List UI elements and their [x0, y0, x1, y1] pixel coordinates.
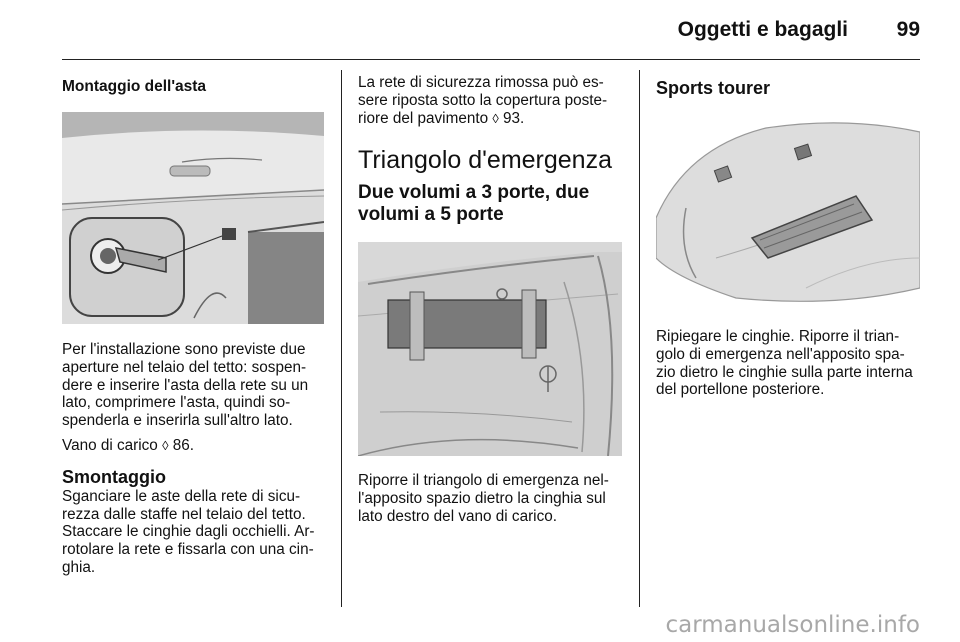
title-triangolo: Triangolo d'emergenza	[358, 146, 612, 175]
column-divider-right	[639, 70, 640, 607]
page-header	[62, 16, 920, 60]
watermark: carmanualsonline.info	[665, 612, 920, 638]
page-ref-number: 86.	[172, 436, 195, 454]
illustration-roof-bar	[62, 112, 324, 324]
illustration-tailgate	[656, 108, 920, 314]
page-title: Oggetti e bagagli	[677, 18, 848, 41]
paragraph-storage	[358, 74, 626, 127]
heading-sports-tourer: Sports tourer	[656, 78, 771, 98]
page-ref-icon: ◊	[162, 437, 169, 453]
paragraph-triangle: Riporre il triangolo di emergenza nel-l'apposito spazio dietro la cinghia sul lato destro del vano di carico.	[358, 472, 609, 525]
storage-text: La rete di sicurezza rimossa può es-sere riposta sotto la copertura poste-riore del pavimento	[358, 74, 608, 127]
page-ref-icon: ◊	[492, 110, 499, 126]
paragraph-installation: Per l'installazione sono previste due aperture nel telaio del tetto: sospen-dere e inserire l'asta della rete su un lato, comprimere l'asta, quindi so-spenderla e inserirla sull'altro lato.	[62, 341, 309, 430]
paragraph-cargo-ref	[62, 437, 330, 455]
paragraph-removal: Sganciare le aste della rete di sicu-rezza dalle staffe nel telaio del tetto. Staccare le cinghie dagli occhielli. Ar-rotolare la rete e fissarla con una cin-ghia.	[62, 487, 315, 576]
ref-text: Vano di carico	[62, 436, 158, 454]
section-smontaggio: Smontaggio	[62, 466, 166, 487]
column-two	[358, 70, 626, 526]
subtitle-due-volumi: Due volumi a 3 porte, due volumi a 5 porte	[358, 182, 590, 226]
column-divider-left	[341, 70, 342, 607]
column-one	[62, 70, 330, 577]
heading-montaggio: Montaggio dell'asta	[62, 78, 207, 95]
paragraph-sports-tourer: Ripiegare le cinghie. Riporre il trian-golo di emergenza nell'apposito spa-zio dietro le cinghie sulla parte interna del portellone posteriore.	[656, 328, 913, 399]
column-three	[656, 70, 924, 399]
page-ref-number: 93.	[503, 109, 525, 127]
page-number: 99	[896, 18, 920, 41]
illustration-triangle-storage	[358, 242, 622, 456]
